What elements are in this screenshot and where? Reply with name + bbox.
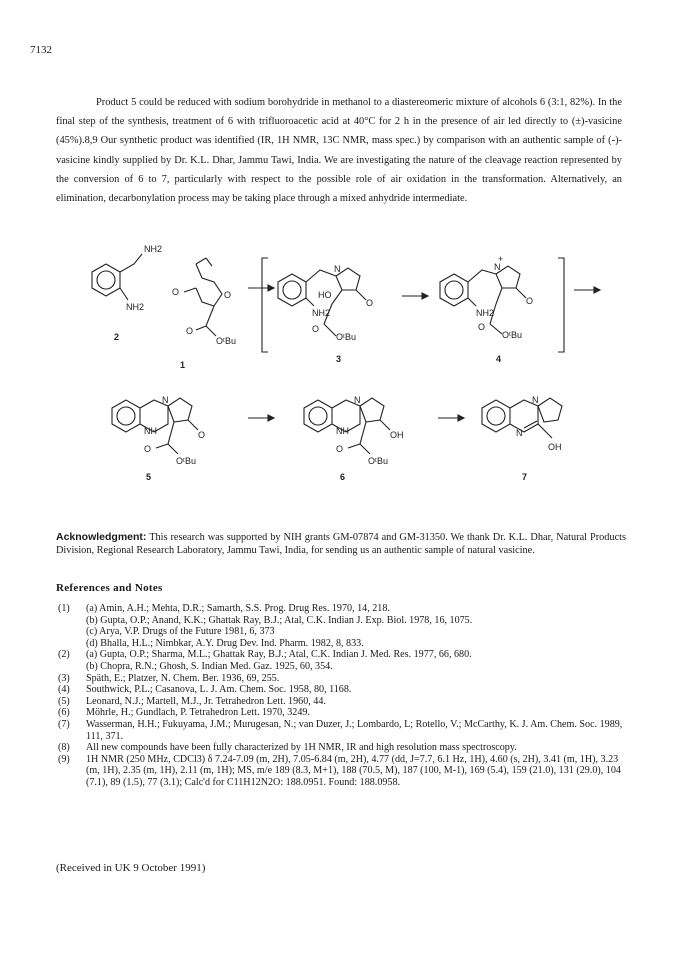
reference-item (58, 684, 628, 696)
compound-4 (440, 254, 533, 364)
ho-label: HO (318, 290, 332, 300)
compound-label-4: 4 (496, 354, 502, 364)
nh2-label: NH2 (476, 308, 495, 318)
reference-item (58, 649, 628, 661)
nh2-label: NH2 (126, 302, 145, 312)
o-label: O (336, 444, 344, 454)
reference-number: (8) (58, 742, 70, 754)
o-label: O (526, 296, 534, 306)
reference-item (58, 719, 628, 742)
compound-1 (172, 258, 236, 370)
reference-text: Leonard, N.J.; Martell, M.J., Jr. Tetrahedron Lett. 1960, 44. (86, 695, 326, 707)
reference-number: (4) (58, 684, 70, 696)
o-label: O (366, 298, 374, 308)
obu-label: OᵗBu (216, 336, 236, 346)
oh-label: OH (548, 442, 562, 452)
acknowledgment-text: This research was supported by NIH grants GM-07874 and GM-31350. We thank Dr. K.L. Dhar, Natural Products Division, Regional Research Laboratory, Jammu Tawi, India, for sending us an authentic sample of natural vasicine. (56, 532, 627, 556)
reference-number: (3) (58, 672, 70, 684)
bracket-right (558, 258, 564, 352)
o-label: O (198, 430, 206, 440)
reference-number: (5) (58, 695, 70, 707)
n-label: N (532, 395, 539, 405)
nh-label: NH (144, 426, 157, 436)
reference-text: Southwick, P.L.; Casanova, L. J. Am. Chem. Soc. 1958, 80, 1168. (86, 684, 352, 696)
references-list (58, 603, 628, 789)
reference-number: (2) (58, 649, 70, 661)
reference-text: (c) Arya, V.P. Drugs of the Future 1981, 6, 373 (86, 626, 275, 638)
reference-text: (a) Amin, A.H.; Mehta, D.R.; Samarth, S.S. Prog. Drug Res. 1970, 14, 218. (86, 603, 390, 614)
reference-text: (d) Bhalla, H.L.; Nimbkar, A.Y. Drug Dev. Ind. Pharm. 1982, 8, 833. (86, 637, 364, 649)
n-plus-label: + (498, 254, 504, 264)
n-label: N (494, 262, 501, 272)
reference-number: (7) (58, 718, 70, 730)
reference-number (58, 615, 86, 627)
reference-item (58, 615, 628, 627)
compound-label-7: 7 (522, 472, 528, 482)
n-label: N (354, 395, 361, 405)
nh-label: NH (336, 426, 349, 436)
obu-label: OᵗBu (502, 330, 522, 340)
o-label: O (186, 326, 194, 336)
reference-item (58, 673, 628, 685)
acknowledgment (56, 531, 626, 557)
o-label: O (312, 324, 320, 334)
reference-number: (6) (58, 707, 70, 719)
n-label: N (516, 428, 523, 438)
reaction-arrow-head (422, 293, 428, 299)
reaction-arrow-head (268, 285, 274, 291)
reference-text: All new compounds have been fully characterized by 1H NMR, IR and high resolution mass spectroscopy. (86, 742, 517, 754)
nh2-label: NH2 (144, 244, 163, 254)
n-label: N (334, 264, 341, 274)
bracket-left (262, 258, 268, 352)
compound-label-6: 6 (340, 472, 346, 482)
oh-label: OH (390, 430, 404, 440)
compound-label-1: 1 (180, 360, 186, 370)
reference-text: 1H NMR (250 MHz, CDCl3) δ 7.24-7.09 (m, 2H), 7.05-6.84 (m, 2H), 4.77 (dd, J=7.7, 6.1 Hz, 1H), 4.60 (s, 2H), 3.41 (m, 1H), 3.23 (m, 1H), 2.35 (m, 1H), 2.11 (m, 1H); MS, m/e 189 (8.3, M+1), 188 (70.5, M), 187 (100, M-1), 169 (5.4), 159 (21.0), 131 (29.0), 104 (7.1), 89 (1.5), 77 (3.1); Calc'd for C11H12N2O: 188.0951. Found: 188.0958. (86, 753, 621, 788)
reference-text: (b) Gupta, O.P.; Anand, K.K.; Ghattak Ray, B.J.; Atal, C.K. Indian J. Exp. Biol. 1978, 16, 1075. (86, 614, 473, 626)
reference-text: Wasserman, H.H.; Fukuyama, J.M.; Murugesan, N.; van Duzer, J.; Lombardo, L; Rotello, V.; McCarthy, K. J. Am. Chem. Soc. 1989, 111, 371. (86, 718, 623, 742)
reaction-arrow-head (268, 415, 274, 421)
compound-2 (92, 244, 162, 342)
reaction-scheme (56, 240, 626, 520)
reference-item (58, 754, 628, 789)
received-date: (Received in UK 9 October 1991) (56, 862, 206, 874)
reference-item (58, 742, 628, 754)
reference-number (58, 638, 86, 650)
reference-item (58, 661, 628, 673)
o-label: O (144, 444, 152, 454)
reference-number (58, 661, 86, 673)
compound-3 (278, 264, 373, 364)
reference-number (58, 626, 86, 638)
body-paragraph: Product 5 could be reduced with sodium borohydride in methanol to a diastereomeric mixture of alcohols 6 (3:1, 82%). In the final step of the synthesis, treatment of 6 with trifluoroacetic acid at 40°C for 2 h in the presence of air led directly to (±)-vasicine (45%).8,9 Our synthetic product was identified (IR, 1H NMR, 13C NMR, mass spec.) by comparison with an authentic sample of (-)-vasicine kindly supplied by Dr. K.L. Dhar, Jammu Tawi, India. We are investigating the nature of the cleavage reaction represented by the conversion of 6 to 7, particularly with respect to the possible role of air oxidation in the transformation. Alternatively, an elimination, decarbonylation process may be taking place through a mixed anhydride intermediate. (56, 97, 622, 205)
o-label: O (224, 290, 232, 300)
reference-text: Möhrle, H.; Gundlach, P. Tetrahedron Lett. 1970, 3249. (86, 707, 310, 719)
o-label: O (172, 287, 180, 297)
nh2-label: NH2 (312, 308, 331, 318)
reference-item (58, 696, 628, 708)
compound-6 (304, 395, 404, 482)
obu-label: OᵗBu (176, 456, 196, 466)
reference-item (58, 707, 628, 719)
reference-text: (a) Gupta, O.P.; Sharma, M.L.; Ghattak Ray, B.J.; Atal, C.K. Indian J. Med. Res. 1977, 66, 680. (86, 649, 472, 661)
reference-item (58, 626, 628, 638)
compound-7 (482, 395, 562, 482)
obu-label: OᵗBu (368, 456, 388, 466)
n-label: N (162, 395, 169, 405)
reaction-arrow-head (458, 415, 464, 421)
obu-label: OᵗBu (336, 332, 356, 342)
references-heading: References and Notes (56, 582, 163, 594)
reference-number: (1) (58, 603, 70, 614)
reference-item (58, 638, 628, 650)
reference-number: (9) (58, 753, 70, 765)
reaction-arrow-head (594, 287, 600, 293)
compound-label-5: 5 (146, 472, 152, 482)
reference-text: (b) Chopra, R.N.; Ghosh, S. Indian Med. Gaz. 1925, 60, 354. (86, 660, 333, 672)
compound-label-2: 2 (114, 332, 120, 342)
compound-5 (112, 395, 205, 482)
reference-item (58, 603, 628, 615)
acknowledgment-heading: Acknowledgment: (56, 531, 147, 543)
reference-text: Späth, E.; Platzer, N. Chem. Ber. 1936, 69, 255. (86, 672, 280, 684)
compound-label-3: 3 (336, 354, 342, 364)
page-number: 7132 (30, 44, 52, 56)
o-label: O (478, 322, 486, 332)
